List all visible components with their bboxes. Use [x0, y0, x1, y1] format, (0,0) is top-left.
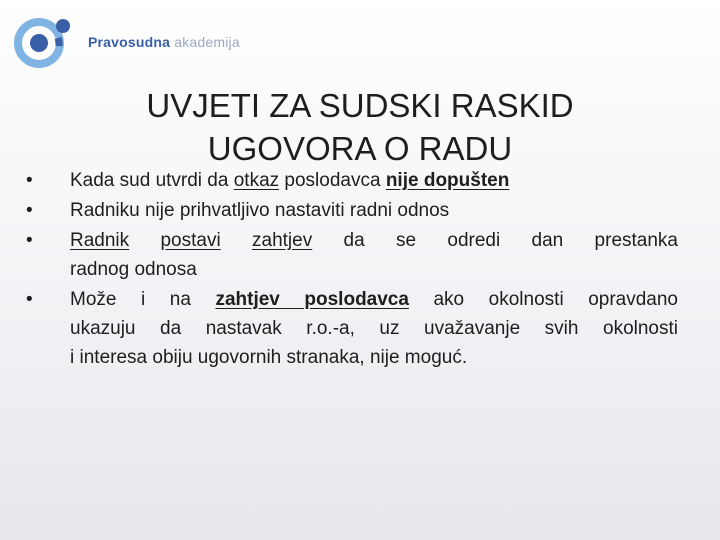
bullet-4-text-a: Može i na [70, 289, 216, 310]
bullet-list [24, 166, 678, 373]
bullet-1-text-b: poslodavca [279, 170, 386, 191]
logo-text [88, 34, 240, 50]
logo-word-akademija: akademija [174, 34, 240, 50]
bullet-item [24, 196, 678, 225]
bullet-marker: • [26, 170, 33, 191]
bullet-3-text-a: da se odredi dan prestanka [343, 230, 678, 251]
bullet-marker: • [26, 200, 33, 221]
bullet-4-line-3: i interesa obiju ugovornih stranaka, nije moguć. [70, 347, 468, 368]
logo-icon [12, 14, 74, 70]
bullet-2-text: Radniku nije prihvatljivo nastaviti radni odnos [70, 200, 450, 221]
bullet-item [24, 166, 678, 195]
bullet-4-zahtjev-poslodavca: zahtjev poslodavca [215, 289, 409, 310]
slide-title [60, 84, 660, 170]
bullet-4-text-b: ako okolnosti opravdano [408, 289, 678, 310]
bullet-item [24, 285, 678, 372]
title-line-2: UGOVORA O RADU [207, 130, 513, 168]
bullet-3-postavi: postavi [160, 230, 221, 251]
bullet-1-nije-dopusten: nije dopušten [385, 170, 510, 191]
logo-word-pravosudna: Pravosudna [88, 34, 171, 50]
bullet-3-line-2: radnog odnosa [70, 259, 197, 280]
bullet-1-otkaz: otkaz [233, 170, 280, 191]
bullet-4-line-1 [70, 285, 678, 314]
bullet-marker: • [26, 289, 33, 310]
bullet-3-radnik: Radnik [70, 230, 130, 251]
bullet-1-text-a: Kada sud utvrdi da [70, 170, 234, 191]
title-line-1: UVJETI ZA SUDSKI RASKID [146, 87, 574, 125]
bullet-item [24, 226, 678, 284]
bullet-3-zahtjev: zahtjev [252, 230, 313, 251]
logo [12, 14, 240, 70]
bullet-3-line-1 [70, 226, 678, 255]
bullet-marker: • [26, 230, 33, 251]
bullet-4-line-2: ukazuju da nastavak r.o.-a, uz uvažavanje svih okolnosti [70, 318, 678, 339]
